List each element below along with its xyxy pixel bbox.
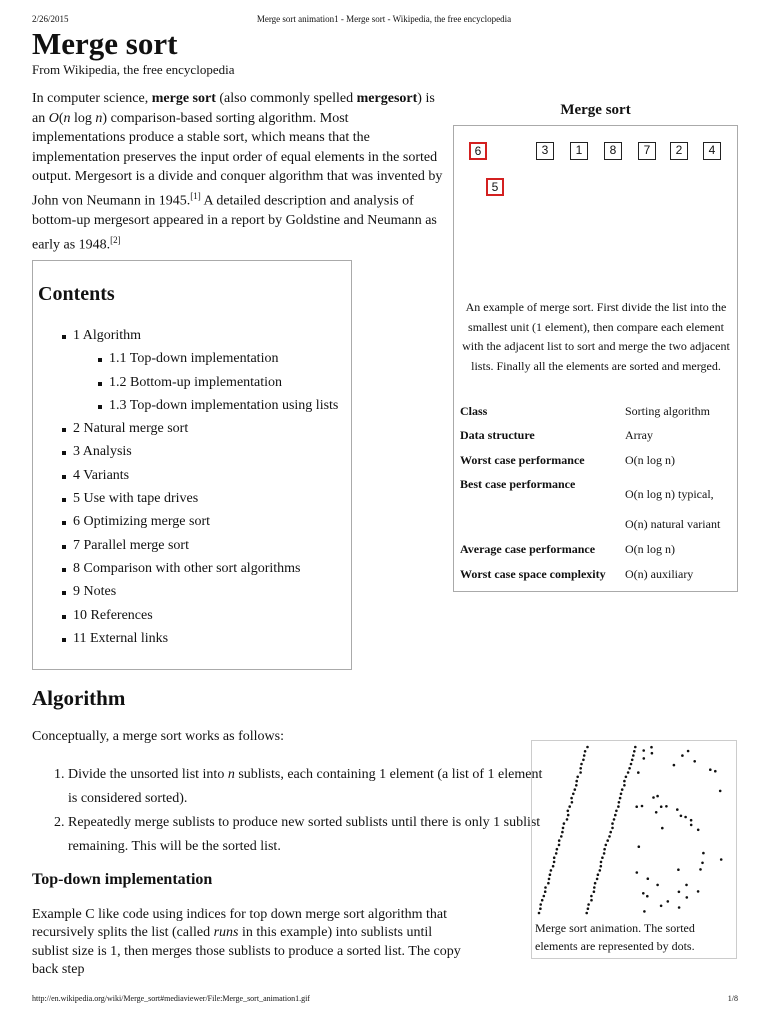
array-cell: 3 bbox=[536, 142, 554, 160]
animation-dot bbox=[643, 757, 646, 760]
list-item: 1. Divide the unsorted list into n sublists, each containing 1 element (a list of 1 element is considered sorted). bbox=[68, 763, 546, 811]
animation-dot bbox=[618, 801, 621, 804]
animation-dot bbox=[633, 750, 636, 753]
ref-link-1[interactable]: [1] bbox=[190, 190, 201, 201]
section-heading-algorithm: Algorithm bbox=[32, 686, 126, 710]
print-title: Merge sort animation1 - Merge sort - Wikipedia, the free encyclopedia bbox=[256, 14, 512, 24]
animation-dot bbox=[550, 869, 553, 872]
animation-dot bbox=[686, 896, 689, 899]
array-cell: 4 bbox=[703, 142, 721, 160]
toc-item-tape-drives[interactable]: 5 Use with tape drives bbox=[33, 490, 351, 513]
toc-item-variants[interactable]: 4 Variants bbox=[33, 467, 351, 490]
animation-dot bbox=[684, 816, 687, 819]
animation-dot bbox=[702, 852, 705, 855]
animation-dot bbox=[631, 759, 634, 762]
animation-dot bbox=[660, 805, 663, 808]
animation-dot bbox=[587, 907, 590, 910]
animation-dot bbox=[568, 805, 571, 808]
animation-dot bbox=[701, 862, 704, 865]
animation-dot bbox=[593, 890, 596, 893]
animation-dot bbox=[627, 771, 630, 774]
animation-dot bbox=[641, 805, 644, 808]
toc-item-top-down-lists[interactable]: 1.3 Top-down implementation using lists bbox=[33, 397, 351, 420]
animation-dot bbox=[567, 814, 570, 817]
animation-dot bbox=[673, 764, 676, 767]
animation-dot bbox=[562, 827, 565, 830]
animation-dot bbox=[634, 746, 637, 749]
animation-dot bbox=[575, 784, 578, 787]
animation-dot bbox=[630, 763, 633, 766]
animation-dot bbox=[561, 831, 564, 834]
animation-dot bbox=[637, 771, 640, 774]
animation-dot bbox=[553, 861, 556, 864]
page-title: Merge sort bbox=[32, 26, 178, 61]
table-of-contents bbox=[32, 260, 352, 670]
animation-dot bbox=[563, 822, 566, 825]
animation-dot bbox=[539, 907, 542, 910]
animation-dot bbox=[665, 805, 668, 808]
animation-dot bbox=[690, 824, 693, 827]
animation-dot bbox=[556, 848, 559, 851]
animation-dot bbox=[623, 780, 626, 783]
animation-dot bbox=[638, 845, 641, 848]
animation-dot bbox=[620, 793, 623, 796]
animation-dot bbox=[646, 895, 649, 898]
class-link[interactable]: Sorting algorithm bbox=[625, 404, 710, 418]
animation-dot bbox=[611, 822, 614, 825]
animation-dot bbox=[678, 891, 681, 894]
animation-dot bbox=[685, 884, 688, 887]
animation-dot bbox=[596, 878, 599, 881]
animation-dot bbox=[643, 910, 646, 913]
animation-dot bbox=[576, 776, 579, 779]
toc-item-top-down[interactable]: 1.1 Top-down implementation bbox=[33, 350, 351, 373]
animation-dot bbox=[677, 868, 680, 871]
animation-dot bbox=[656, 795, 659, 798]
toc-item-parallel[interactable]: 7 Parallel merge sort bbox=[33, 537, 351, 560]
algorithm-intro: Conceptually, a merge sort works as follows: bbox=[32, 729, 284, 744]
animation-dot bbox=[585, 912, 588, 915]
animation-dot bbox=[719, 790, 722, 793]
animation-dot bbox=[613, 818, 616, 821]
animation-dot bbox=[720, 858, 723, 861]
animation-dot bbox=[647, 877, 650, 880]
animation-dot bbox=[543, 895, 546, 898]
animation-dot bbox=[574, 788, 577, 791]
animation-dot bbox=[656, 884, 659, 887]
array-cell: 5 bbox=[486, 178, 504, 196]
animation-dot bbox=[544, 890, 547, 893]
animation-dot bbox=[655, 811, 658, 814]
animation-dot bbox=[580, 763, 583, 766]
ref-link-2[interactable]: [2] bbox=[110, 234, 121, 245]
print-url: http://en.wikipedia.org/wiki/Merge_sort#mediaviewer/File:Merge_sort_animation1.gif bbox=[32, 994, 310, 1003]
animation-dot bbox=[575, 780, 578, 783]
intro-paragraph: In computer science, merge sort (also commonly spelled mergesort) is an O(n log n) comparison-based sorting algorithm. Most implementations produce a stable sort, which means that the implementation preserves the input order of equal elements in the sorted output. Mergesort is a divide and conquer algorithm that was invented by John von Neumann in 1945.[1] A detailed description and analysis of bottom-up mergesort appeared in a report by Goldstine and Neumann as early as 1948.[2] bbox=[32, 91, 443, 253]
toc-item-external-links[interactable]: 11 External links bbox=[33, 630, 351, 653]
array-cell: 2 bbox=[670, 142, 688, 160]
term-mergesort: mergesort bbox=[356, 91, 418, 106]
array-cell: 1 bbox=[570, 142, 588, 160]
tagline: From Wikipedia, the free encyclopedia bbox=[32, 62, 235, 77]
animation-dot bbox=[590, 895, 593, 898]
toc-item-optimizing[interactable]: 6 Optimizing merge sort bbox=[33, 513, 351, 536]
toc-item-natural[interactable]: 2 Natural merge sort bbox=[33, 420, 351, 443]
animation-dot bbox=[699, 868, 702, 871]
toc-item-references[interactable]: 10 References bbox=[33, 607, 351, 630]
animation-dot bbox=[678, 906, 681, 909]
animation-dot bbox=[603, 848, 606, 851]
animation-dot bbox=[548, 878, 551, 881]
array-cell: 8 bbox=[604, 142, 622, 160]
animation-dot bbox=[636, 871, 639, 874]
animation-dot bbox=[697, 890, 700, 893]
animation-dots bbox=[536, 743, 734, 919]
toc-item-bottom-up[interactable]: 1.2 Bottom-up implementation bbox=[33, 374, 351, 397]
animation-dot bbox=[642, 892, 645, 895]
animation-dot bbox=[605, 844, 608, 847]
array-cell: 7 bbox=[638, 142, 656, 160]
infobox: 6 3 1 8 7 2 4 5 An example of merge sort. First divide the list into the smallest unit (1 element), then compare each element with the adjacent list to sort and merge the two adjacent lists. Finally all the elements are sorted and merged. Class Sorting algorithm Data structure Array Worst case performance O(n log n) Best case performance O(n log n) typical, O(n) natural variant Average case performance O(n log n) Worst case space complexity O(n) auxiliary bbox=[453, 125, 738, 592]
animation-dot bbox=[687, 750, 690, 753]
animation-dot bbox=[676, 808, 679, 811]
animation-dot bbox=[594, 882, 597, 885]
algorithm-steps bbox=[32, 763, 546, 859]
toc-item-notes[interactable]: 9 Notes bbox=[33, 583, 351, 606]
animation-dot bbox=[544, 886, 547, 889]
animation-dot bbox=[709, 768, 712, 771]
animation-dot bbox=[600, 861, 603, 864]
animation-dot bbox=[621, 788, 624, 791]
figure-caption: Merge sort animation. The sorted elements are represented by dots. bbox=[535, 921, 695, 953]
animation-dot bbox=[539, 903, 542, 906]
animation-dot bbox=[615, 810, 618, 813]
print-date: 2/26/2015 bbox=[32, 14, 69, 24]
animation-dot bbox=[566, 818, 569, 821]
animation-dot bbox=[586, 746, 589, 749]
animation-dot bbox=[553, 856, 556, 859]
animation-dot bbox=[593, 886, 596, 889]
animation-dot bbox=[617, 805, 620, 808]
animation-dot bbox=[681, 754, 684, 757]
animation-dot bbox=[642, 749, 645, 752]
animation-dot bbox=[584, 750, 587, 753]
list-item: 2. Repeatedly merge sublists to produce new sorted sublists until there is only 1 sublist remaining. This will be the sorted list. bbox=[68, 811, 546, 859]
animation-dot bbox=[623, 784, 626, 787]
animation-dot bbox=[660, 905, 663, 908]
animation-dot bbox=[603, 852, 606, 855]
animation-dot bbox=[597, 873, 600, 876]
animation-dot bbox=[572, 793, 575, 796]
infobox-caption: An example of merge sort. First divide the list into the smallest unit (1 element), then compare each element with the adjacent list to sort and merge the two adjacent lists. Finally all the elements are sorted and merged. bbox=[462, 300, 730, 373]
animation-dot bbox=[650, 746, 653, 749]
animation-dot bbox=[558, 844, 561, 847]
animation-dot bbox=[571, 801, 574, 804]
animation-dot bbox=[611, 827, 614, 830]
term-merge-sort: merge sort bbox=[151, 91, 216, 106]
animation-dot bbox=[697, 829, 700, 832]
animation-dot bbox=[600, 865, 603, 868]
page-number: 1/8 bbox=[727, 994, 738, 1003]
animation-dot bbox=[587, 903, 590, 906]
animation-dot bbox=[538, 912, 541, 915]
animation-dot bbox=[606, 839, 609, 842]
animation-dot bbox=[583, 754, 586, 757]
animation-dot bbox=[599, 869, 602, 872]
animation-dot bbox=[680, 815, 683, 818]
animation-dot bbox=[570, 797, 573, 800]
animation-dot bbox=[560, 835, 563, 838]
animation-dot bbox=[579, 771, 582, 774]
animation-dot bbox=[567, 810, 570, 813]
infobox-title: Merge sort bbox=[560, 102, 631, 118]
animation-dot bbox=[590, 899, 593, 902]
animation-dot bbox=[609, 831, 612, 834]
animation-dot bbox=[661, 827, 664, 830]
animation-dot bbox=[632, 754, 635, 757]
animation-dot bbox=[582, 759, 585, 762]
animation-dot bbox=[651, 752, 654, 755]
animation-dot bbox=[608, 835, 611, 838]
animation-dot bbox=[652, 796, 655, 799]
animation-dot bbox=[667, 900, 670, 903]
array-cell: 6 bbox=[469, 142, 487, 160]
animation-dot bbox=[547, 882, 550, 885]
animation-dot bbox=[541, 899, 544, 902]
toc-item-algorithm[interactable]: 1 Algorithm bbox=[33, 327, 351, 350]
toc-item-comparison[interactable]: 8 Comparison with other sort algorithms bbox=[33, 560, 351, 583]
animation-dot bbox=[552, 865, 555, 868]
animation-dot bbox=[635, 805, 638, 808]
animation-dot bbox=[619, 797, 622, 800]
data-structure-link[interactable]: Array bbox=[625, 428, 653, 442]
animation-dot bbox=[693, 760, 696, 763]
animation-dot bbox=[558, 839, 561, 842]
animation-dot bbox=[628, 767, 631, 770]
animation-dot bbox=[690, 819, 693, 822]
animation-dot bbox=[601, 856, 604, 859]
animation-dot bbox=[714, 770, 717, 773]
top-down-paragraph: Example C like code using indices for top down merge sort algorithm that recursively splits the list (called runs in this example) into sublists until sublist size is 1, then merges those sublists to produce a sorted list. The copy back step bbox=[32, 907, 461, 977]
animation-dot bbox=[614, 814, 617, 817]
animation-dot bbox=[549, 873, 552, 876]
toc-heading: Contents bbox=[38, 283, 115, 305]
toc-item-analysis[interactable]: 3 Analysis bbox=[33, 443, 351, 466]
animation-dot bbox=[555, 852, 558, 855]
animation-dot bbox=[579, 767, 582, 770]
animation-dot bbox=[625, 776, 628, 779]
subsection-heading-top-down: Top-down implementation bbox=[32, 871, 213, 888]
